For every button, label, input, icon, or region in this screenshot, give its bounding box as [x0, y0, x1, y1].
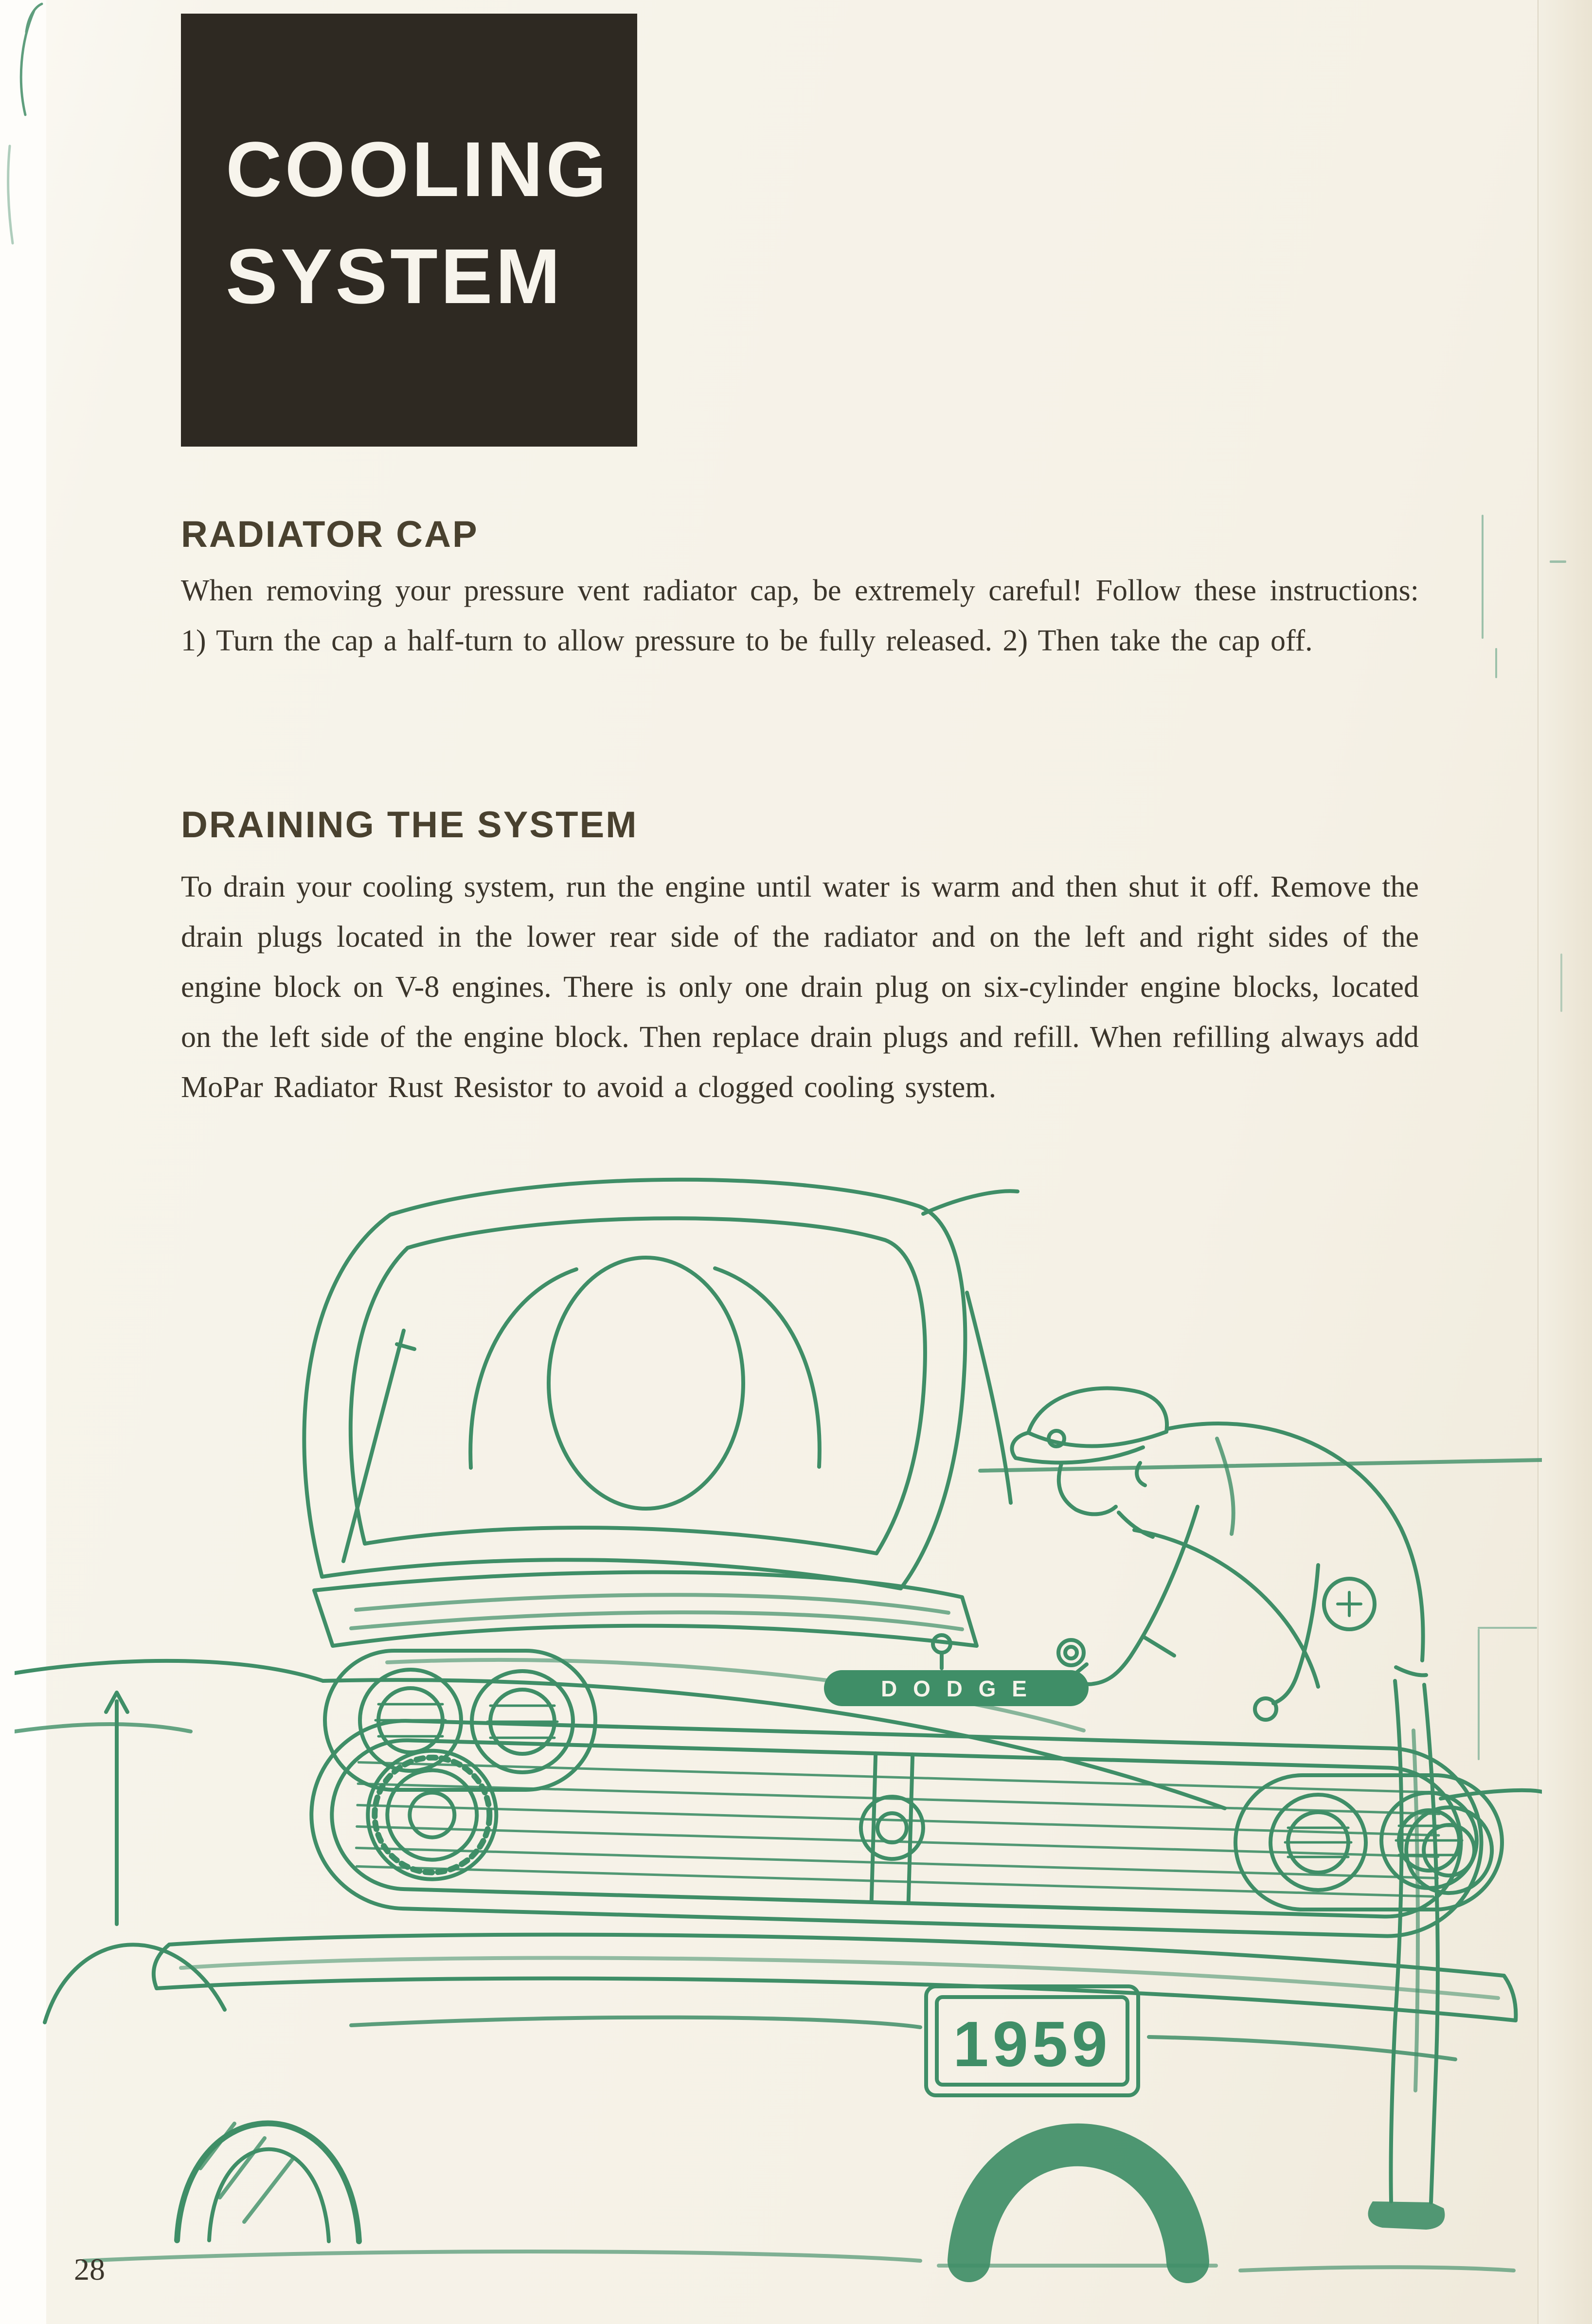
- mechanic-legs: [1391, 1681, 1437, 2202]
- fender-ornament: [106, 1693, 127, 1924]
- chapter-title-block: [181, 14, 637, 447]
- mechanic-sleeve-patch: [1324, 1579, 1375, 1629]
- mechanic-belt: [1396, 1667, 1426, 1675]
- scan-artifact-line: [1560, 954, 1562, 1012]
- radiator-cap: [1058, 1640, 1084, 1665]
- mechanic-shoes: [1368, 2201, 1445, 2230]
- front-right-tire: [939, 2145, 1216, 2266]
- section-body-draining-the-system: To drain your cooling system, run the engine until water is warm and then shut it off. Remove the drain plugs located in the lower rear side of the radiator and on the left and right sides of the engine block on V-8 engines. There is only one drain plug on six-cylinder engine blocks, located on the left side of the engine block. Then replace drain plugs and refill. When refilling always add MoPar Radiator Rust Resistor to avoid a clogged cooling system.: [181, 870, 1419, 1104]
- chapter-title-line-1: COOLING: [226, 126, 609, 213]
- scan-artifact-line: [1482, 515, 1484, 639]
- mechanic-chest: [1134, 1530, 1318, 1687]
- car-service-illustration: [15, 1165, 1542, 2304]
- section-body-radiator-cap: When removing your pressure vent radiator cap, be extremely careful! Follow these instructions: 1) Turn the cap a half-turn to allow pressure to be fully released. 2) Then take the cap off.: [181, 574, 1419, 657]
- mechanic-arm-far: [1255, 1565, 1318, 1720]
- open-hood: [304, 1180, 965, 1588]
- scan-artifact-line: [1495, 648, 1497, 678]
- front-left-tire: [177, 2123, 359, 2241]
- section-heading-radiator-cap: RADIATOR CAP: [181, 514, 479, 555]
- left-fender: [15, 1661, 323, 2022]
- mechanic-face: [1059, 1464, 1116, 1514]
- mechanic-cap: [1012, 1388, 1167, 1463]
- scan-artifact-line: [1550, 560, 1566, 563]
- section-heading-draining-the-system: DRAINING THE SYSTEM: [181, 804, 638, 846]
- mechanic-back: [1167, 1423, 1423, 1660]
- right-page-edge: [1538, 0, 1592, 2324]
- right-fender: [1441, 1790, 1542, 1799]
- dodge-nameplate-text: D O D G E: [881, 1676, 1032, 1701]
- mechanic-arm-near: [1076, 1507, 1198, 1684]
- illustration-canvas: [15, 1165, 1542, 2304]
- lower-valance: [351, 2018, 1455, 2059]
- grille-left-ornament: [366, 1749, 498, 1881]
- windshield: [923, 1191, 1018, 1503]
- grille-emblem: [860, 1796, 924, 1860]
- license-plate-text: 1959: [953, 2008, 1111, 2080]
- ground-shadow: [84, 2252, 1514, 2270]
- page-number: 28: [74, 2252, 105, 2287]
- front-bumper: [154, 1935, 1516, 2020]
- mechanic-shoulder-seam: [1217, 1439, 1234, 1534]
- binding-marks: [0, 0, 46, 253]
- chapter-title-line-2: SYSTEM: [226, 233, 563, 320]
